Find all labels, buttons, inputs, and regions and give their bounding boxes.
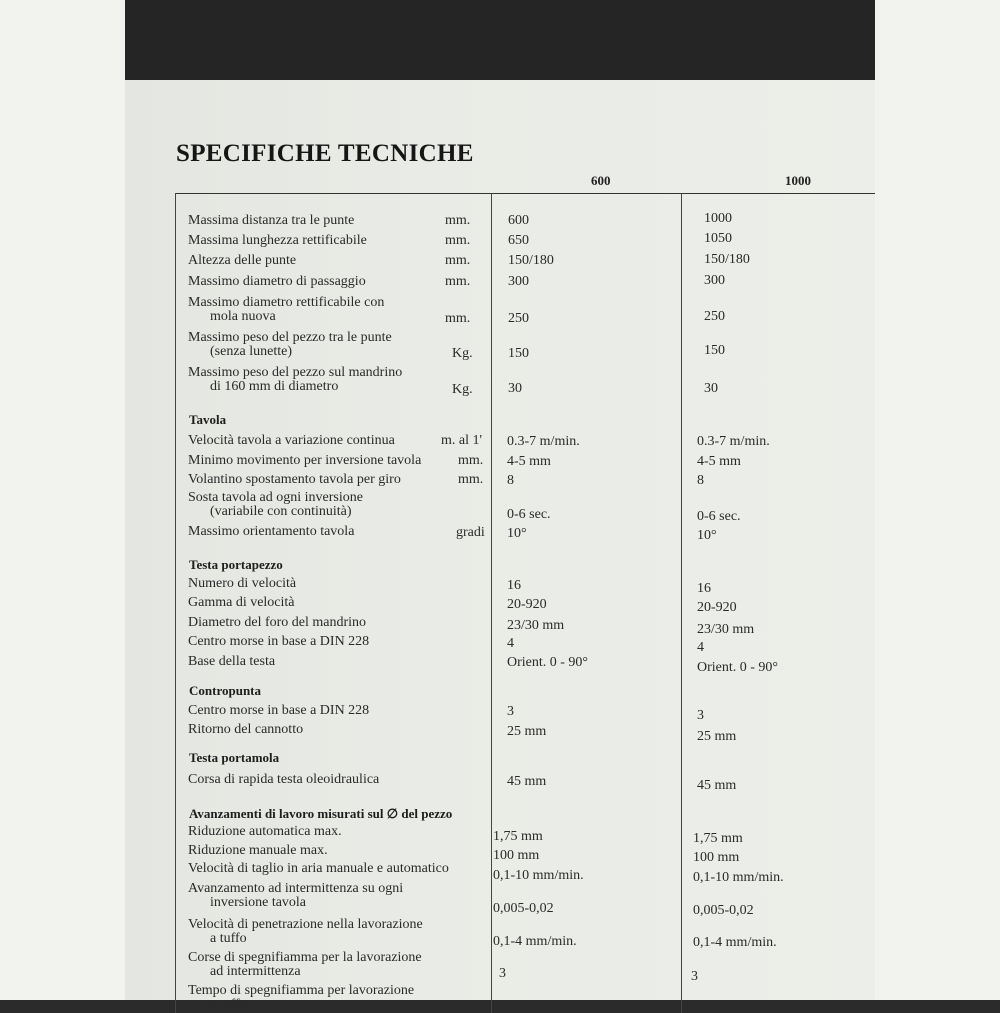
section-heading-contropunta: Contropunta	[189, 683, 262, 698]
spec-label: Velocità tavola a variazione continua	[188, 433, 395, 448]
value-1000: 100 mm	[693, 850, 740, 865]
spec-label: Centro morse in base a DIN 228	[188, 634, 370, 649]
value-1000: 0,005-0,02	[693, 903, 754, 918]
spec-unit: mm.	[445, 233, 471, 248]
value-1000: 8	[697, 473, 704, 488]
value-600: 600	[508, 213, 529, 228]
value-1000: 4	[697, 640, 704, 655]
spec-label: Altezza delle punte	[188, 253, 297, 268]
value-600: 650	[508, 233, 529, 248]
value-600: 25 mm	[507, 724, 547, 739]
top-background	[125, 0, 875, 80]
value-600: 150/180	[508, 253, 554, 268]
column-header-1000: 1000	[785, 173, 811, 188]
value-600: 16	[507, 578, 521, 593]
left-background	[0, 0, 125, 1000]
spec-label: Massima lunghezza rettificabile	[188, 233, 367, 248]
spec-label: Massima distanza tra le punte	[188, 213, 355, 228]
spec-label: Massimo peso del pezzo tra le punte (senza lunette)	[188, 330, 392, 359]
spec-unit: mm.	[445, 253, 471, 268]
value-1000: 45 mm	[697, 778, 737, 793]
spec-label: Velocità di penetrazione nella lavorazione a tuffo	[188, 917, 423, 946]
value-600: 23/30 mm	[507, 618, 565, 633]
value-600: 250	[508, 311, 529, 326]
table-top-rule	[175, 193, 875, 194]
spec-label: Riduzione manuale max.	[188, 843, 328, 858]
value-1000: 16	[697, 581, 711, 596]
value-1000: 0,1-10 mm/min.	[693, 870, 784, 885]
value-1000: 0.3-7 m/min.	[697, 434, 770, 449]
spec-label: Centro morse in base a DIN 228	[188, 703, 370, 718]
spec-unit: m. al 1'	[441, 433, 483, 448]
value-600: 300	[508, 274, 529, 289]
spec-label: Ritorno del cannotto	[188, 722, 304, 737]
spec-label: Numero di velocità	[188, 576, 297, 591]
value-1000: 1,75 mm	[693, 831, 743, 846]
value-1000: 3	[691, 969, 698, 984]
value-600: 8	[507, 473, 514, 488]
value-600: 150	[508, 346, 529, 361]
value-1000: 20-920	[697, 600, 737, 615]
value-1000: 150	[704, 343, 725, 358]
spec-label: Riduzione automatica max.	[188, 824, 342, 839]
value-1000: 0,1-4 mm/min.	[693, 935, 777, 950]
value-1000: 1050	[704, 231, 732, 246]
spec-unit: Kg.	[452, 346, 473, 361]
spec-label: Volantino spostamento tavola per giro	[188, 472, 401, 487]
value-600: 0-6 sec.	[507, 507, 551, 522]
value-1000: 0-6 sec.	[697, 509, 741, 524]
spec-label: Gamma di velocità	[188, 595, 295, 610]
spec-label: Minimo movimento per inversione tavola	[188, 453, 422, 468]
value-600: 0,1-10 mm/min.	[493, 868, 584, 883]
value-1000: 4-5 mm	[697, 454, 741, 469]
table-column-rule-600	[491, 193, 492, 1013]
value-600: 0,1-4 mm/min.	[493, 934, 577, 949]
value-600: 30	[508, 381, 522, 396]
value-600: 4	[507, 636, 514, 651]
spec-unit: mm.	[445, 213, 471, 228]
value-600: 0.3-7 m/min.	[507, 434, 580, 449]
right-background	[875, 0, 1000, 1000]
table-column-rule-1000	[681, 193, 682, 1013]
value-600: 10°	[507, 526, 527, 541]
spec-label: Massimo peso del pezzo sul mandrino di 160 mm di diametro	[188, 365, 403, 394]
spec-label: Sosta tavola ad ogni inversione (variabile con continuità)	[188, 490, 363, 519]
spec-label: Diametro del foro del mandrino	[188, 615, 367, 630]
value-1000: 250	[704, 309, 725, 324]
value-1000: 10°	[697, 528, 717, 543]
value-600: 3	[507, 704, 514, 719]
value-600: 1,75 mm	[493, 829, 543, 844]
spec-sheet	[125, 80, 875, 1012]
value-1000: 30	[704, 381, 718, 396]
value-1000: 3	[697, 708, 704, 723]
spec-label: Massimo orientamento tavola	[188, 524, 355, 539]
spec-unit: gradi	[456, 525, 485, 540]
table-left-rule	[175, 193, 176, 1013]
value-600: 20-920	[507, 597, 547, 612]
spec-unit: mm.	[445, 311, 471, 326]
spec-label: Corsa di rapida testa oleoidraulica	[188, 772, 380, 787]
section-heading-avanzamenti: Avanzamenti di lavoro misurati sul ∅ del pezzo	[189, 806, 453, 821]
value-1000: 150/180	[704, 252, 750, 267]
value-1000: 23/30 mm	[697, 622, 755, 637]
spec-label: Massimo diametro rettificabile con mola nuova	[188, 295, 385, 324]
value-600: 100 mm	[493, 848, 540, 863]
spec-label: Avanzamento ad intermittenza su ogni inversione tavola	[188, 881, 404, 910]
value-1000: 300	[704, 273, 725, 288]
value-1000: Orient. 0 - 90°	[697, 660, 779, 675]
spec-unit: mm.	[458, 472, 484, 487]
spec-label: Velocità di taglio in aria manuale e automatico	[188, 861, 449, 876]
spec-unit: mm.	[445, 274, 471, 289]
section-heading-testa-portamola: Testa portamola	[189, 750, 280, 765]
value-600: 4-5 mm	[507, 454, 551, 469]
page-title: SPECIFICHE TECNICHE	[176, 140, 474, 167]
value-1000: 25 mm	[697, 729, 737, 744]
spec-label: Massimo diametro di passaggio	[188, 274, 366, 289]
value-600: 0,005-0,02	[493, 901, 554, 916]
spec-unit: Kg.	[452, 382, 473, 397]
spec-label: Corse di spegnifiamma per la lavorazione ad intermittenza	[188, 950, 422, 979]
section-heading-tavola: Tavola	[189, 412, 227, 427]
value-600: 3	[499, 966, 506, 981]
value-600: Orient. 0 - 90°	[507, 655, 589, 670]
value-1000: 1000	[704, 211, 732, 226]
spec-label: Tempo di spegnifiamma per lavorazione a tuffo	[188, 983, 415, 1012]
column-header-600: 600	[591, 173, 611, 188]
section-heading-testa-portapezzo: Testa portapezzo	[189, 557, 283, 572]
value-600: 45 mm	[507, 774, 547, 789]
spec-label: Base della testa	[188, 654, 276, 669]
spec-unit: mm.	[458, 453, 484, 468]
